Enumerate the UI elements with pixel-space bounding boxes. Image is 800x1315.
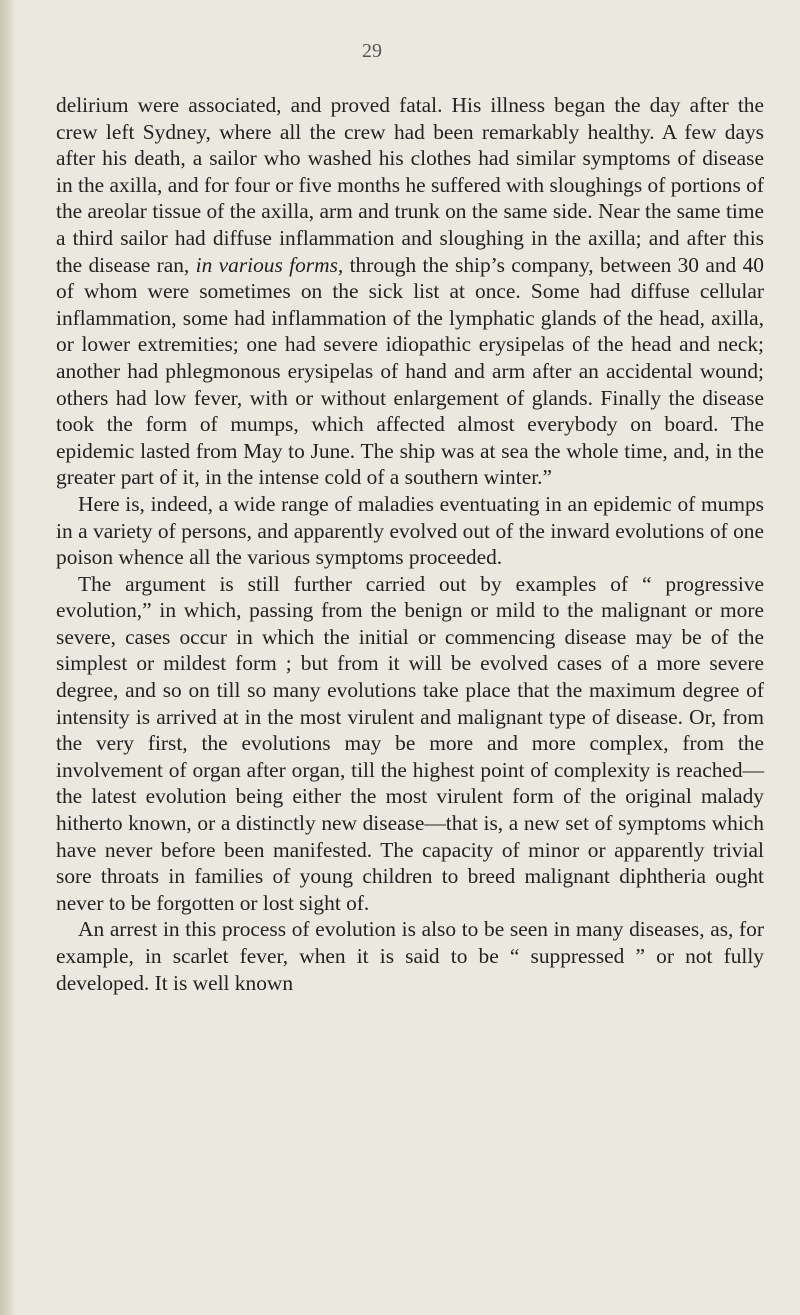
- page-number: 29: [362, 40, 382, 62]
- paragraph-2: Here is, indeed, a wide range of maladies eventuating in an epidemic of mumps in a variety of persons, and apparently evolved out of the inward evolutions of one poison whence all the various symptoms proceeded.: [56, 491, 764, 570]
- paragraph-1-emphasis: in various forms,: [195, 252, 344, 277]
- paragraph-1-text-b: through the ship’s company, between 30 and 40 of whom were sometimes on the sick list at once. Some had diffuse cellular inflammation, some had inflammation of the lymphatic glands of the head, axilla, or lower extremities; one had severe idiopathic erysipelas of the head and neck; another had phlegmonous erysipelas of hand and arm after an accidental wound; others had low fever, with or without enlargement of glands. Finally the disease took the form of mumps, which affected almost everybody on board. The epidemic lasted from May to June. The ship was at sea the whole time, and, in the greater part of it, in the intense cold of a southern winter.”: [56, 252, 764, 490]
- paragraph-1-text-a: delirium were associated, and proved fatal. His illness began the day after the crew left Sydney, where all the crew had been remarkably healthy. A few days after his death, a sailor who washed his clothes had similar symptoms of disease in the axilla, and for four or five months he suffered with sloughings of portions of the areolar tissue of the axilla, arm and trunk on the same side. Near the same time a third sailor had diffuse inflammation and sloughing in the axilla; and after this the disease ran,: [56, 93, 764, 277]
- paragraph-4: An arrest in this process of evolution is also to be seen in many diseases, as, for example, in scarlet fever, when it is said to be “ suppressed ” or not fully developed. It is well known: [56, 917, 764, 995]
- paragraph-1: [56, 92, 764, 491]
- page-left-edge: [0, 0, 16, 1315]
- page-body-text: [56, 92, 764, 996]
- book-page: [56, 0, 770, 1315]
- paragraph-3: The argument is still further carried out by examples of “ progressive evolution,” in which, passing from the benign or mild to the malignant or more severe, cases occur in which the initial or commencing disease may be of the simplest or mildest form ; but from it will be evolved cases of a more severe degree, and so on till so many evolutions take place that the maximum degree of intensity is arrived at in the most virulent and malignant type of disease. Or, from the very first, the evolutions may be more and more complex, from the involvement of organ after organ, till the highest point of complexity is reached—the latest evolution being either the most virulent form of the original malady hitherto known, or a distinctly new disease—that is, a new set of symptoms which have never before been manifested. The capacity of minor or apparently trivial sore throats in families of young children to breed malignant diphtheria ought never to be forgotten or lost sight of.: [56, 571, 764, 915]
